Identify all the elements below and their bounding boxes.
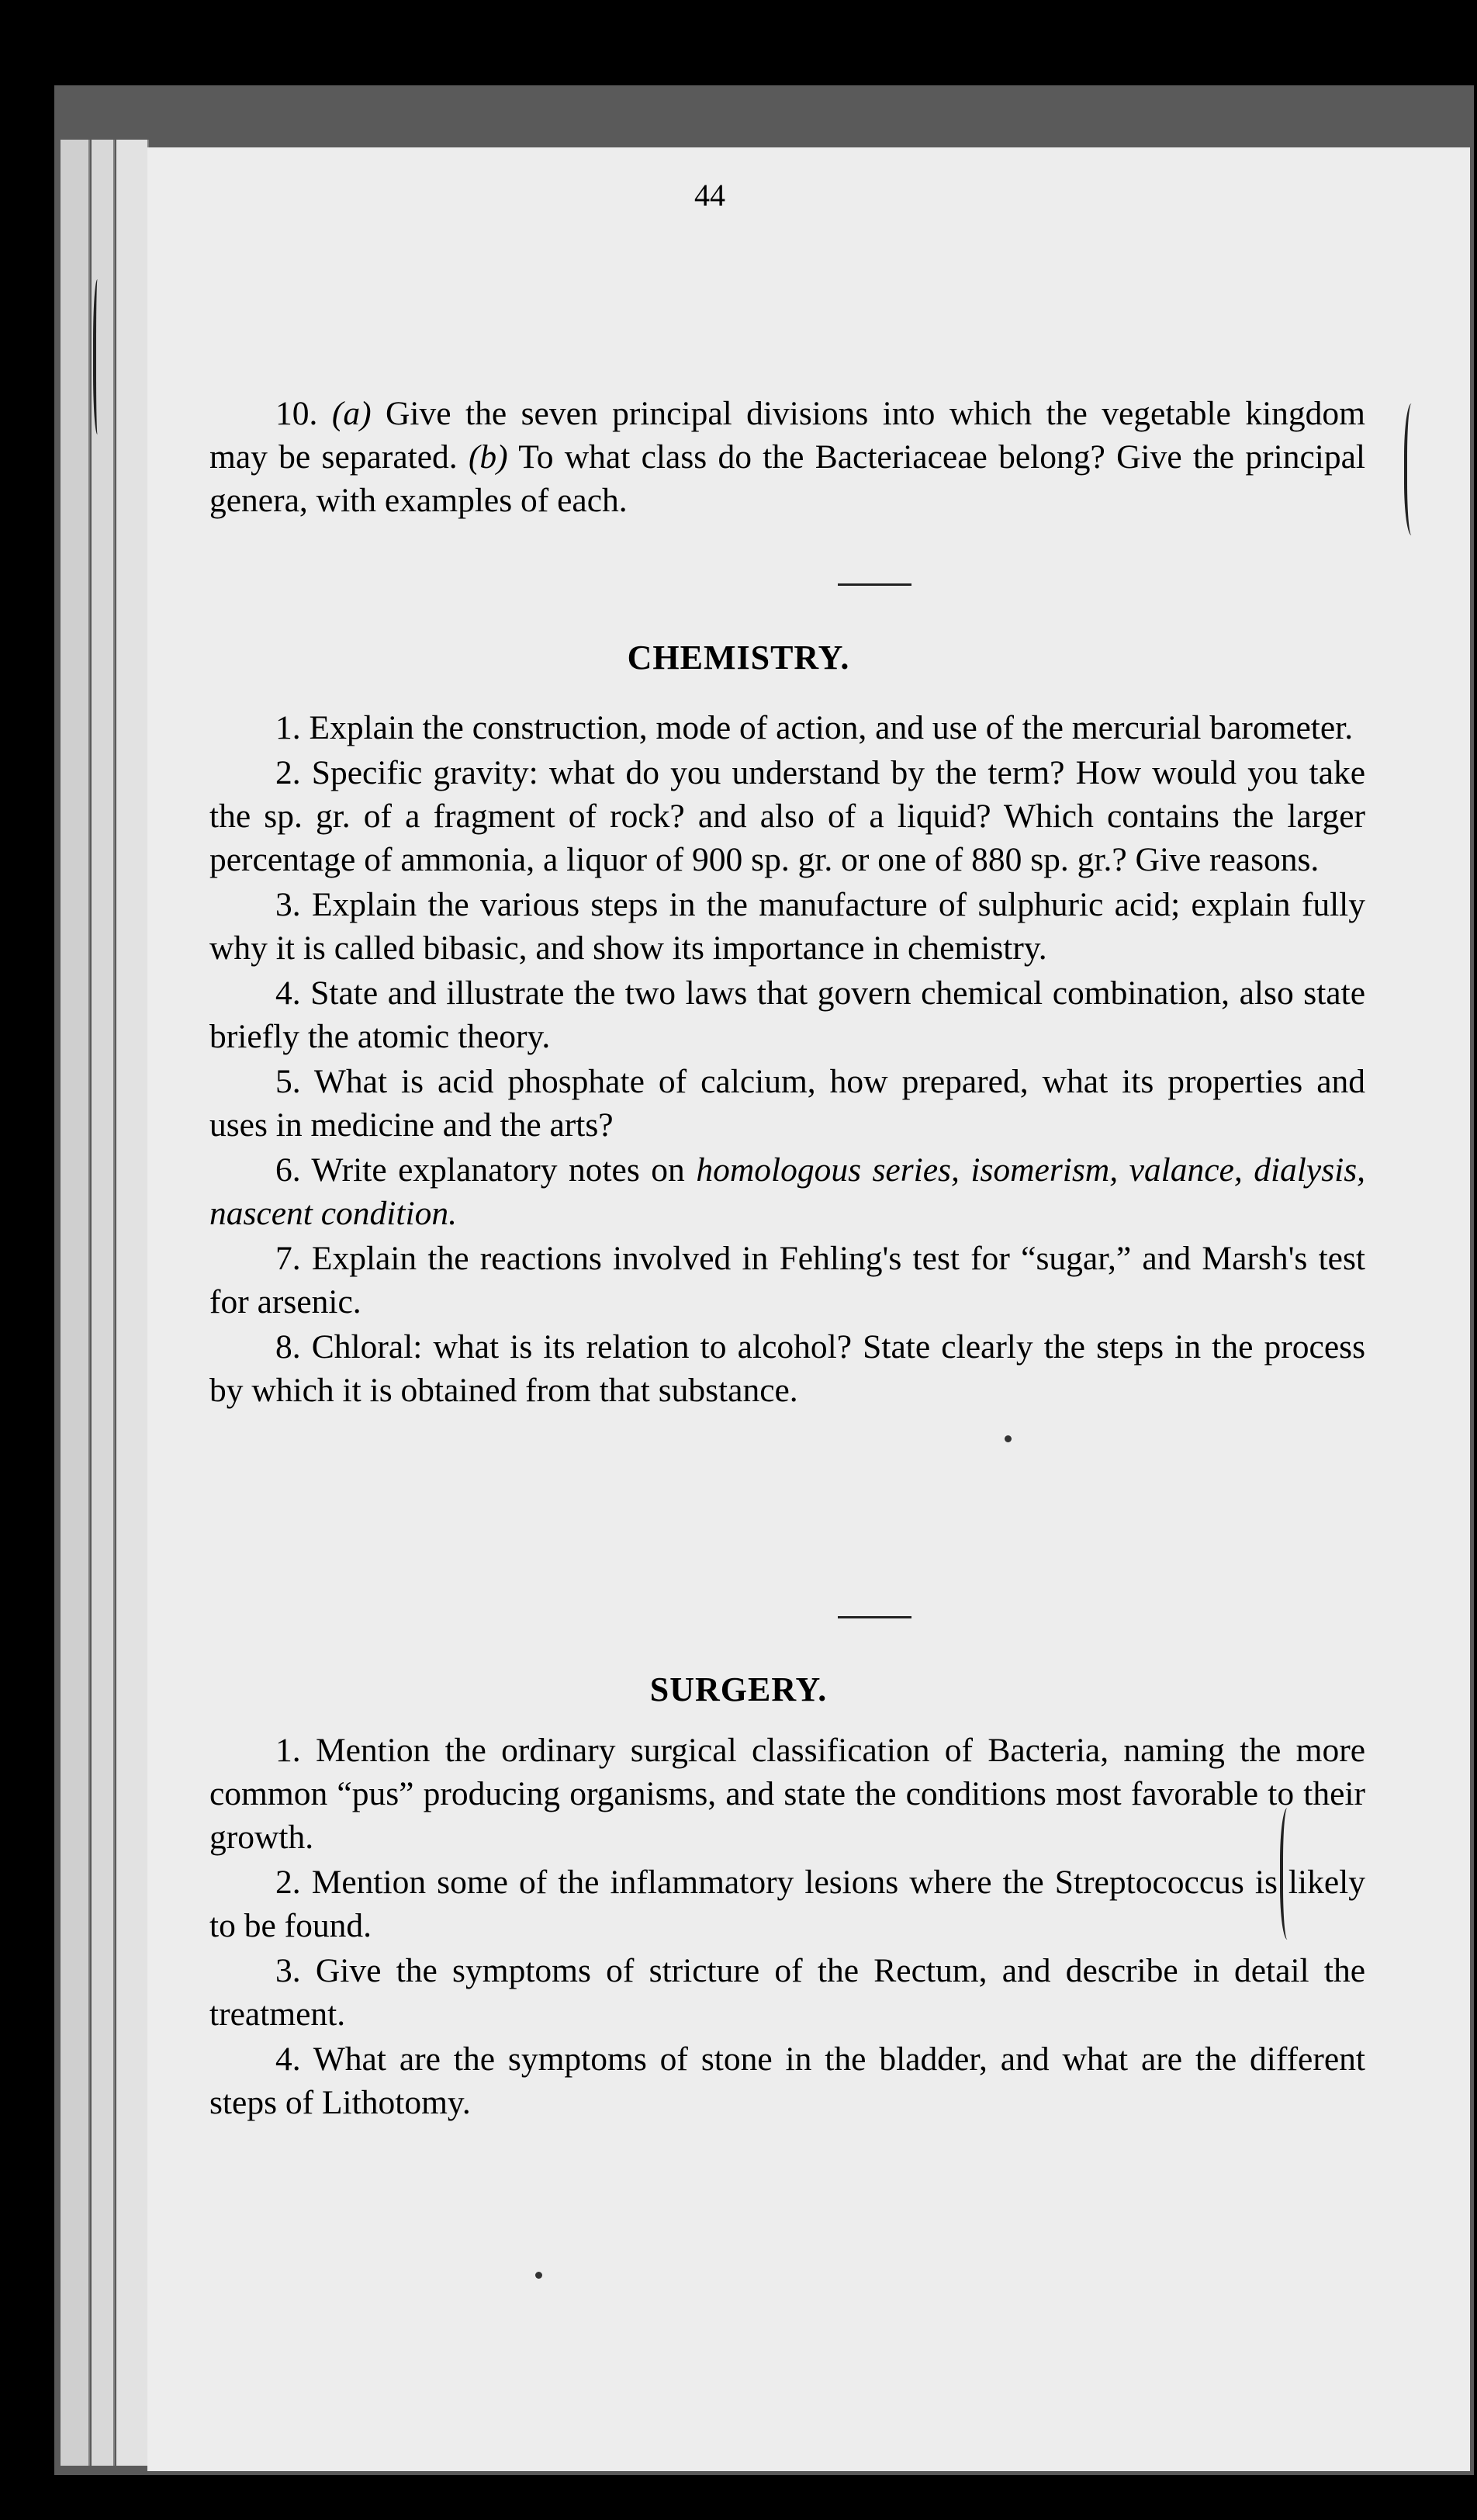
ink-spot xyxy=(535,2272,542,2279)
surgery-question-4 xyxy=(209,2037,1365,2124)
pencil-bracket-mark xyxy=(1280,1808,1299,1940)
question-text: State and illustrate the two laws that govern chemical combination, also state briefly the atomic theory. xyxy=(209,974,1365,1055)
surgery-heading: SURGERY. xyxy=(649,1670,828,1708)
question-text: Explain the construction, mode of action, and use of the mercurial barometer. xyxy=(309,709,1354,746)
question-number: 6. xyxy=(275,1151,301,1189)
chemistry-question-3 xyxy=(209,883,1365,970)
surgery-question-3 xyxy=(209,1949,1365,2036)
page-edge xyxy=(116,140,149,2466)
pencil-margin-mark xyxy=(93,279,104,434)
ink-spot xyxy=(1005,1435,1012,1442)
part-a-label: (a) xyxy=(331,395,372,432)
question-text: What is acid phosphate of calcium, how prepared, what its properties and uses in medicine and the arts? xyxy=(209,1063,1365,1144)
chemistry-question-4 xyxy=(209,971,1365,1058)
part-b-text: To what class do the Bacteriaceae belong? Give the principal genera, with examples of each. xyxy=(209,438,1365,519)
chemistry-question-2 xyxy=(209,751,1365,881)
chemistry-heading: CHEMISTRY. xyxy=(627,639,850,677)
page-edge xyxy=(92,140,115,2466)
question-number: 3. xyxy=(275,1952,301,1989)
italic-terms: homologous series, isomerism, valance, dialysis, nascent condition. xyxy=(209,1151,1366,1232)
question-number: 1. xyxy=(275,709,301,746)
question-text: Specific gravity: what do you understand by the term? How would you take the sp. gr. of a fragment of rock? and also of a liquid? Which contains the larger percentage of ammonia, a liquor of 900 sp. gr. or one of 880 sp. gr.? Give reasons. xyxy=(209,754,1365,878)
question-text: Explain the reactions involved in Fehling's test for “sugar,” and Marsh's test for arsenic. xyxy=(209,1240,1366,1321)
part-b-label: (b) xyxy=(468,438,508,476)
chemistry-question-8 xyxy=(209,1325,1365,1412)
question-text: Mention some of the inflammatory lesions where the Streptococcus is likely to be found. xyxy=(209,1864,1366,1944)
question-text: Write explanatory notes on xyxy=(311,1151,685,1189)
surgery-question-2 xyxy=(209,1861,1365,1947)
question-text: Chloral: what is its relation to alcohol? State clearly the steps in the process by which it is obtained from that substance. xyxy=(209,1328,1366,1409)
question-text: Mention the ordinary surgical classification of Bacteria, naming the more common “pus” producing organisms, and state the conditions most favorable to their growth. xyxy=(209,1732,1366,1856)
question-number: 4. xyxy=(275,2041,301,2078)
part-a-text: Give the seven principal divisions into which the vegetable kingdom may be separated. xyxy=(209,395,1365,476)
question-text: What are the symptoms of stone in the bladder, and what are the different steps of Lithotomy. xyxy=(209,2041,1365,2121)
question-number: 5. xyxy=(275,1063,301,1100)
page-edge xyxy=(61,140,90,2466)
botany-question-10 xyxy=(209,392,1365,524)
question-text: Give the symptoms of stricture of the Rectum, and describe in detail the treatment. xyxy=(209,1952,1365,2033)
question-paragraph xyxy=(209,392,1365,522)
surgery-questions xyxy=(209,1729,1365,2126)
page-number: 44 xyxy=(694,178,725,213)
question-number: 2. xyxy=(275,1864,301,1901)
question-number: 3. xyxy=(275,886,301,923)
question-number: 4. xyxy=(275,974,301,1012)
chemistry-question-5 xyxy=(209,1060,1365,1147)
question-number: 1. xyxy=(275,1732,301,1769)
question-number: 10. xyxy=(275,395,318,432)
chemistry-question-1 xyxy=(209,706,1365,749)
chemistry-questions xyxy=(209,706,1365,1414)
section-divider xyxy=(838,583,911,586)
question-text: Explain the various steps in the manufacture of sulphuric acid; explain fully why it is called bibasic, and show its importance in chemistry. xyxy=(209,886,1365,967)
chemistry-question-7 xyxy=(209,1237,1365,1324)
chemistry-question-6 xyxy=(209,1148,1365,1235)
question-number: 7. xyxy=(275,1240,301,1277)
question-number: 2. xyxy=(275,754,301,791)
surgery-question-1 xyxy=(209,1729,1365,1859)
pencil-bracket-mark xyxy=(1404,403,1423,535)
question-number: 8. xyxy=(275,1328,301,1366)
section-divider xyxy=(838,1616,911,1618)
